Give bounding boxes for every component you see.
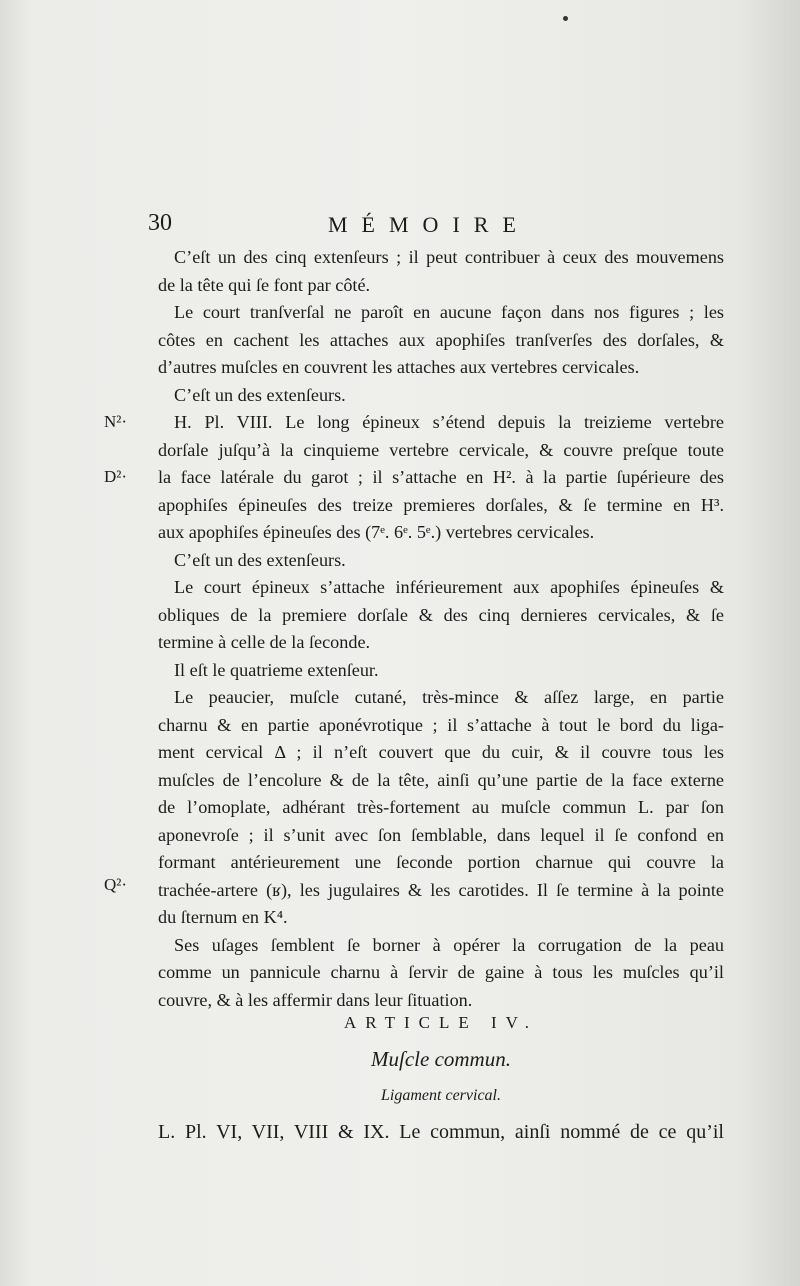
margin-note: N²· [104, 412, 128, 431]
text-line: aux apophiſes épineuſes des (7ᵉ. 6ᵉ. 5ᵉ.) vertebres cervicales. [158, 522, 595, 542]
text-line: couvre, & à les affermir dans leur ſituation. [158, 989, 473, 1010]
running-title: MÉMOIRE [328, 212, 530, 237]
text-line: C’eſt un des cinq extenſeurs ; il peut contribuer à ceux des mouvemens [174, 247, 724, 267]
text-line: C’eſt un des extenſeurs. [174, 549, 346, 570]
text-line: apophiſes épineuſes des treize premieres dorſales, & ſe termine en H³. [158, 494, 724, 515]
text-line: du ſternum en K⁴. [158, 907, 288, 927]
text-line: d’autres muſcles en couvrent les attaches aux vertebres cervicales. [158, 357, 640, 377]
text-line: Il eſt le quatrieme extenſeur. [174, 659, 379, 680]
margin-note: Q²· [104, 875, 128, 894]
article-heading: ARTICLE IV. [344, 1013, 538, 1032]
page-header [148, 208, 738, 248]
text-line: la face latérale du garot ; il s’attache en H². à la partie ſupérieure des [158, 467, 724, 487]
text-line: muſcles de l’encolure & de la tête, ainſi qu’une partie de la face externe [158, 769, 724, 790]
text-line: côtes en cachent les attaches aux apophiſes tranſverſes des dorſales, & [158, 329, 724, 350]
text-line: de la tête qui ſe font par côté. [158, 274, 371, 295]
section-subheading: Muſcle commun. [371, 1047, 511, 1071]
text-line: C’eſt un des extenſeurs. [174, 384, 346, 405]
text-line: aponevroſe ; il s’unit avec ſon ſemblable, dans lequel il ſe confond en [158, 824, 724, 845]
margin-note: D²· [104, 467, 128, 486]
text-line: Le peaucier, muſcle cutané, très-mince & aſſez large, en partie [174, 687, 724, 707]
text-line: comme un pannicule charnu à ſervir de gaine à tous les muſcles qu’il [158, 962, 724, 982]
body-text [158, 244, 724, 1014]
text-line: trachée-artere (ʁ), les jugulaires & les carotides. Il ſe termine à la pointe [158, 879, 724, 900]
text-line: Ses uſages ſemblent ſe borner à opérer la corrugation de la peau [174, 934, 724, 955]
ink-spot [563, 16, 568, 21]
text-line: H. Pl. VIII. Le long épineux s’étend depuis la treizieme vertebre [174, 412, 724, 432]
text-line: charnu & en partie aponévrotique ; il s’attache à tout le bord du liga- [158, 714, 724, 735]
text-line: Le court tranſverſal ne paroît en aucune façon dans nos figures ; les [174, 302, 724, 322]
text-line: dorſale juſqu’à la cinquieme vertebre cervicale, & couvre preſque toute [158, 439, 724, 460]
margin-notes [0, 0, 150, 1286]
text-line: formant antérieurement une ſeconde portion charnue qui couvre la [158, 852, 724, 872]
text-line-final: L. Pl. VI, VII, VIII & IX. Le commun, ainſi nommé de ce qu’il [158, 1121, 724, 1143]
text-line: ment cervical Δ ; il n’eſt couvert que du cuir, & il couvre tous les [158, 742, 724, 762]
text-line: de l’omoplate, adhérant très-fortement au muſcle commun L. par ſon [158, 797, 724, 817]
text-line: obliques de la premiere dorſale & des cinq dernieres cervicales, & ſe [158, 604, 724, 625]
text-line: termine à celle de la ſeconde. [158, 632, 371, 652]
text-line: Le court épineux s’attache inférieurement aux apophiſes épineuſes & [174, 577, 724, 597]
section-subsubheading: Ligament cervical. [381, 1087, 501, 1104]
page-number: 30 [148, 210, 172, 236]
